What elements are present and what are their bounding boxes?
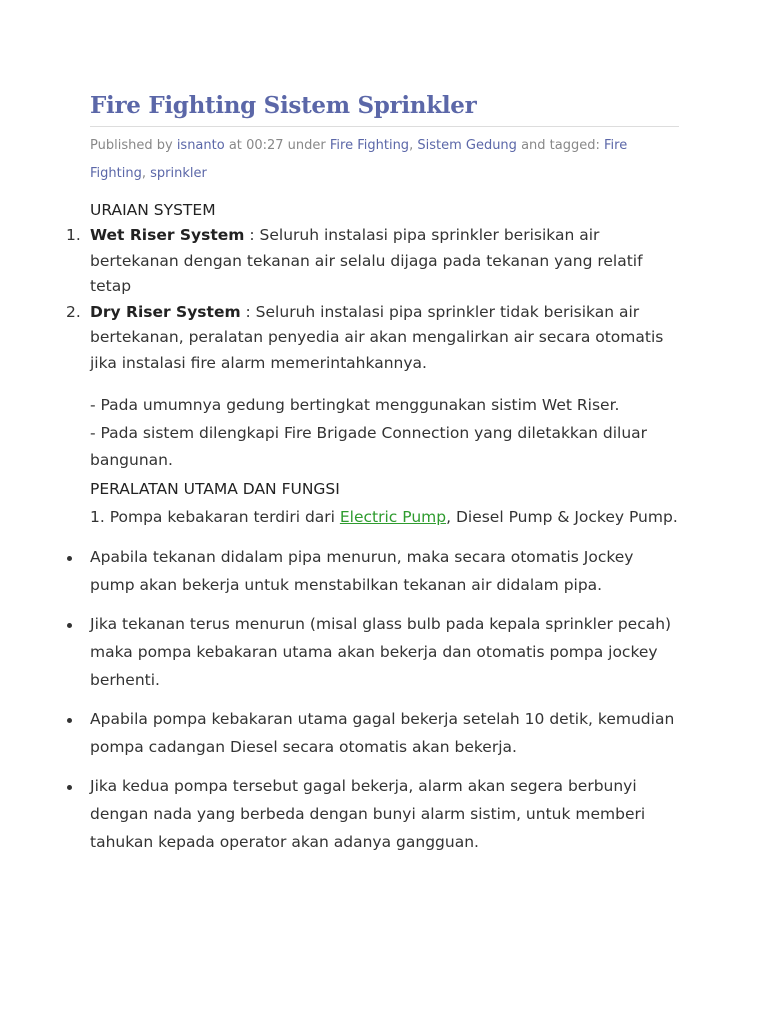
list-item — [66, 300, 680, 377]
pump-intro — [90, 503, 680, 531]
meta-at-label: at — [228, 138, 242, 153]
page-title: Fire Fighting Sistem Sprinkler — [90, 92, 477, 119]
note-wet-riser: - Pada umumnya gedung bertingkat menggunakan sistim Wet Riser. — [90, 396, 620, 414]
bullet-dot-icon — [67, 623, 72, 628]
bullet-list — [90, 543, 680, 856]
meta-published-label: Published by — [90, 138, 173, 153]
bullet-text: Apabila tekanan didalam pipa menurun, maka secara otomatis Jockey pump akan bekerja untuk menstabilkan tekanan air didalam pipa. — [90, 547, 634, 594]
meta-comma: , — [141, 166, 146, 181]
category-link-fire-fighting[interactable]: Fire Fighting — [329, 138, 410, 153]
author-link[interactable]: isnanto — [176, 138, 225, 153]
pump-intro-prefix: 1. Pompa kebakaran terdiri dari — [90, 507, 340, 526]
bullet-text: Apabila pompa kebakaran utama gagal bekerja setelah 10 detik, kemudian pompa cadangan Diesel secara otomatis akan bekerja. — [90, 709, 675, 756]
post-meta — [90, 132, 680, 188]
list-item — [90, 705, 680, 761]
list-number: 2. — [66, 302, 81, 321]
note-fire-brigade: - Pada sistem dilengkapi Fire Brigade Connection yang diletakkan diluar bangunan. — [90, 423, 648, 469]
riser-term: Dry Riser System — [90, 302, 241, 321]
electric-pump-link[interactable]: Electric Pump — [339, 507, 447, 526]
bullet-text: Jika tekanan terus menurun (misal glass bulb pada kepala sprinkler pecah) maka pompa kebakaran utama akan bekerja dan otomatis pompa jockey berhenti. — [90, 614, 672, 689]
pump-intro-suffix: , Diesel Pump & Jockey Pump. — [446, 507, 678, 526]
bullet-dot-icon — [67, 785, 72, 790]
list-number: 1. — [66, 226, 81, 244]
bullet-text: Jika kedua pompa tersebut gagal bekerja, alarm akan segera berbunyi dengan nada yang berbeda dengan bunyi alarm sistim, untuk memberi tahukan kepada operator akan adanya gangguan. — [90, 776, 646, 851]
notes — [90, 392, 680, 475]
bullet-dot-icon — [67, 556, 72, 561]
riser-term: Wet Riser System — [90, 226, 245, 244]
list-item — [90, 610, 680, 694]
tag-link-fire-fighting[interactable]: Fire Fighting — [90, 138, 628, 181]
bullet-dot-icon — [67, 718, 72, 723]
section-heading-uraian: URAIAN SYSTEM — [90, 201, 216, 219]
meta-under-label: under — [287, 138, 326, 153]
title-divider — [90, 126, 679, 127]
article — [66, 88, 680, 867]
list-item — [66, 223, 680, 300]
meta-time: 00:27 — [246, 138, 284, 153]
riser-description: : Seluruh instalasi pipa sprinkler berisikan air bertekanan dengan tekanan air selalu dijaga pada tekanan yang relatif tetap — [90, 226, 643, 295]
riser-list — [66, 223, 680, 376]
list-item — [90, 772, 680, 856]
riser-description: : Seluruh instalasi pipa sprinkler tidak berisikan air bertekanan, peralatan penyedia air akan mengalirkan air secara otomatis jika instalasi fire alarm memerintahkannya. — [90, 302, 664, 372]
section-heading-peralatan: PERALATAN UTAMA DAN FUNGSI — [90, 479, 340, 498]
tag-link-sprinkler[interactable]: sprinkler — [150, 166, 207, 181]
meta-comma: , — [409, 138, 414, 153]
category-link-sistem-gedung[interactable]: Sistem Gedung — [417, 138, 517, 153]
list-item — [90, 543, 680, 599]
meta-tagged-label: and tagged: — [521, 138, 600, 153]
